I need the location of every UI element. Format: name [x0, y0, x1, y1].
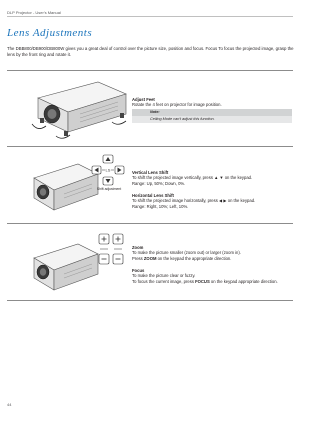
lens-shift-keypad — [91, 153, 125, 187]
focus-instruction-pre: To focus the current image, press — [132, 279, 196, 284]
section-divider — [7, 70, 293, 71]
section-divider — [7, 300, 293, 301]
focus-heading: Focus — [132, 268, 145, 273]
focus-instruction — [132, 279, 294, 285]
projector-zoom-focus-image — [28, 240, 100, 298]
intro-paragraph: The DBB800/DB900/DB800W gives you a great deal of control over the picture size, position and focus. Focus To focus the projected image, grasp the lens by the front ring and rotate it. — [7, 46, 294, 58]
note-box — [132, 109, 292, 123]
focus-key-label: FOCUS — [195, 279, 210, 284]
running-header: DLP Projector - User's Manual — [7, 10, 61, 15]
zoom-heading: Zoom — [132, 245, 144, 250]
focus-instruction-post: on the keypad appropriate direction. — [209, 279, 278, 284]
section-divider — [7, 146, 293, 147]
focus-text: To make the picture clear or fuzzy. — [132, 273, 196, 278]
horizontal-lens-shift-range: Range: Right, 10%; Left, 10%. — [132, 204, 189, 209]
keypad-center-label: LS — [105, 167, 111, 173]
page-number: 44 — [7, 402, 12, 407]
note-label: Note: — [132, 109, 292, 116]
vertical-lens-shift-heading: Vertical Lens Shift — [132, 170, 169, 175]
zoom-key-label: ZOOM — [143, 256, 157, 261]
zoom-instruction-pre: Press — [132, 256, 144, 261]
vertical-lens-shift-text: To shift the projected image vertically, press ▲ ▼ on the keypad. — [132, 175, 253, 180]
horizontal-lens-shift-heading: Horizontal Lens Shift — [132, 193, 174, 198]
page-title: Lens Adjustments — [7, 27, 93, 39]
horizontal-lens-shift-text: To shift the projected image horizontally, press ◀ ▶ on the keypad. — [132, 198, 256, 203]
adjust-feet-heading: Adjust Feet — [132, 97, 155, 102]
section-divider — [7, 223, 293, 224]
vertical-lens-shift-range: Range: Up, 50%; Down, 0%. — [132, 181, 186, 186]
zoom-instruction — [132, 256, 294, 262]
header-divider — [7, 16, 293, 17]
note-text: Ceiling Mode can't adjust this function. — [132, 116, 292, 123]
zoom-focus-keypad — [97, 232, 125, 266]
keypad-caption: Shift adjustment — [96, 187, 122, 191]
projector-feet-image — [30, 76, 130, 140]
zoom-text: To make the picture smaller (zoom out) or larger (zoom in). — [132, 250, 241, 255]
adjust-feet-text: Rotate the 4 feet on projector for image position. — [132, 102, 222, 107]
projector-lens-shift-image — [28, 160, 100, 218]
zoom-instruction-post: on the keypad the appropriate direction. — [156, 256, 232, 261]
